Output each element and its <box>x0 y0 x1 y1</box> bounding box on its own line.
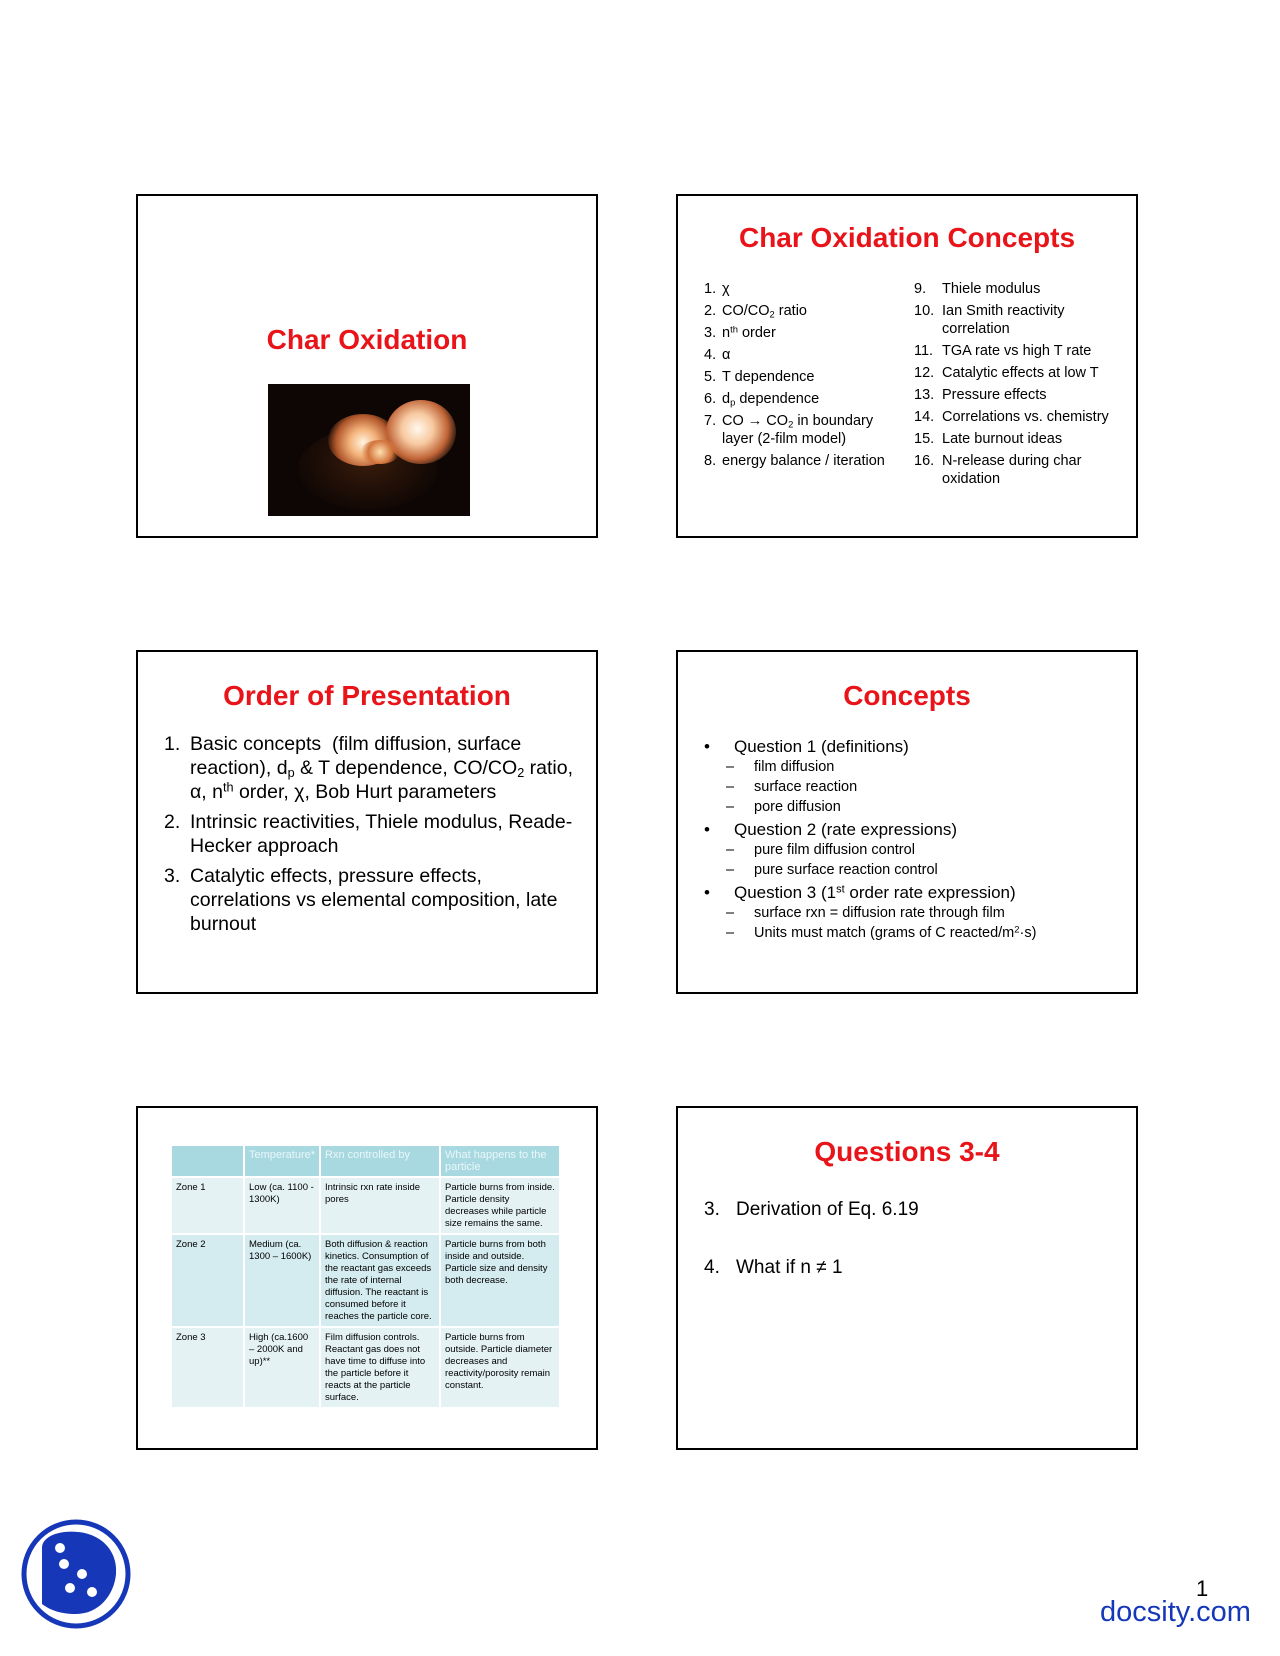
question-item: 3. Derivation of Eq. 6.19 <box>704 1199 919 1220</box>
item-text: α <box>722 347 731 363</box>
burning-char-photo <box>268 384 470 516</box>
item-number: 13. <box>914 387 935 403</box>
list-item <box>704 324 900 342</box>
bullet-text: Question 2 (rate expressions) <box>734 820 957 839</box>
question-item: 4. What if n ≠ 1 <box>704 1257 843 1278</box>
item-number: 8. <box>704 453 717 469</box>
item-number: 9. <box>914 281 927 297</box>
dash-icon: – <box>726 842 735 858</box>
item-number: 11. <box>914 343 934 359</box>
list-item <box>164 864 584 936</box>
bullet-text: Question 1 (definitions) <box>734 737 909 756</box>
table-header-cell: Temperature* <box>244 1146 320 1177</box>
bullet-icon: • <box>704 883 710 902</box>
questions-bullet-list <box>704 734 1124 943</box>
table-cell: Zone 3 <box>172 1327 244 1408</box>
item-text: Ian Smith reactivity correlation <box>942 303 1065 337</box>
table-cell: Particle burns from outside. Particle diameter decreases and reactivity/porosity remain constant. <box>440 1327 560 1408</box>
sub-bullet-text: pure film diffusion control <box>754 842 915 858</box>
table-row <box>172 1234 560 1327</box>
list-item <box>164 732 584 804</box>
item-text: χ <box>722 281 730 297</box>
list-item <box>914 452 1134 488</box>
sub-bullet-text: surface reaction <box>754 779 858 795</box>
slide-concepts-questions <box>676 650 1138 994</box>
item-text: TGA rate vs high T rate <box>942 343 1092 359</box>
list-item <box>164 810 584 858</box>
concepts-list-right <box>914 280 1134 492</box>
list-item <box>914 342 1134 360</box>
page-number: 1 <box>1196 1576 1209 1601</box>
question-bullet <box>704 819 1124 840</box>
dash-icon: – <box>726 779 735 795</box>
combustion-zone-table <box>172 1146 561 1409</box>
table-cell: Medium (ca. 1300 – 1600K) <box>244 1234 320 1327</box>
table-cell: Film diffusion controls. Reactant gas does not have time to diffuse into the particle before it reacts at the particle surface. <box>320 1327 440 1408</box>
slide-concepts-list <box>676 194 1138 538</box>
sub-bullet-text: Units must match (grams of C reacted/$m^2\cdot s$) <box>754 923 1037 941</box>
item-number: 14. <box>914 409 935 425</box>
slide-title <box>136 194 598 538</box>
list-item <box>704 368 900 386</box>
slide-title-text: Char Oxidation Concepts <box>738 222 1076 253</box>
slide-questions-3-4 <box>676 1106 1138 1450</box>
table-cell: Both diffusion & reaction kinetics. Consumption of the reactant gas exceeds the rate of internal diffusion. The reactant is consumed before it reaches the particle core. <box>320 1234 440 1327</box>
item-text: Thiele modulus <box>942 281 1041 297</box>
sub-bullet-text: pore diffusion <box>754 799 841 815</box>
item-text: Pressure effects <box>942 387 1047 403</box>
dash-icon: – <box>726 862 735 878</box>
item-text: Basic concepts (film diffusion, surface reaction), $d_p$ & T dependence, $CO/CO_2$ ratio, α, $n^{th}$ order, χ, Bob Hurt parameters <box>190 733 574 803</box>
item-text: Late burnout ideas <box>942 431 1063 447</box>
item-number: 7. <box>704 413 717 429</box>
item-text: N-release during char oxidation <box>942 453 1082 487</box>
item-text: Catalytic effects, pressure effects, correlations vs elemental composition, late burnout <box>190 865 558 935</box>
table-cell: Particle burns from both inside and outside. Particle size and density both decrease. <box>440 1234 560 1327</box>
sub-bullet <box>704 924 1124 943</box>
slide-order-of-presentation <box>136 650 598 994</box>
sub-bullet <box>704 758 1124 777</box>
list-item <box>704 390 900 408</box>
sub-bullet-text: pure surface reaction control <box>754 862 938 878</box>
docsity-logo-icon[interactable] <box>20 1518 132 1630</box>
question-bullet <box>704 736 1124 757</box>
sub-bullet <box>704 778 1124 797</box>
dash-icon: – <box>726 799 735 815</box>
table-header-row <box>172 1146 560 1177</box>
item-text: Catalytic effects at low T <box>942 365 1099 381</box>
item-number: 2. <box>164 811 181 833</box>
list-item <box>914 280 1134 298</box>
item-text: $CO/CO_2$ ratio <box>722 303 808 320</box>
slide-title-text: Char Oxidation <box>266 324 468 355</box>
sub-bullet <box>704 861 1124 880</box>
item-number: 3. <box>704 325 717 341</box>
slide-title-text: Concepts <box>843 680 971 711</box>
question-bullet <box>704 882 1124 903</box>
item-text: Intrinsic reactivities, Thiele modulus, Reade-Hecker approach <box>190 811 573 857</box>
item-number: 1. <box>164 733 181 755</box>
item-number: 6. <box>704 391 717 407</box>
item-text: energy balance / iteration <box>722 453 885 469</box>
list-item <box>914 302 1134 338</box>
list-item <box>914 386 1134 404</box>
bullet-icon: • <box>704 820 710 839</box>
table-cell: Zone 2 <box>172 1234 244 1327</box>
item-number: 4. <box>704 347 717 363</box>
sub-bullet <box>704 841 1124 860</box>
list-item <box>704 452 900 470</box>
table-row <box>172 1177 560 1234</box>
docsity-brand-link[interactable]: docsity.com <box>1100 1596 1251 1628</box>
item-text: $d_p$ dependence <box>722 391 820 408</box>
item-text: CO → $CO_2$ in boundary layer (2-film model) <box>722 413 874 447</box>
table-cell: Intrinsic rxn rate inside pores <box>320 1177 440 1234</box>
table-header-cell: Rxn controlled by <box>320 1146 440 1177</box>
bullet-icon: • <box>704 737 710 756</box>
list-item <box>704 346 900 364</box>
concepts-list-left <box>704 280 900 474</box>
slide-zone-table <box>136 1106 598 1450</box>
table-cell: Particle burns from inside. Particle density decreases while particle size remains the same. <box>440 1177 560 1234</box>
item-number: 5. <box>704 369 717 385</box>
table-cell: Zone 1 <box>172 1177 244 1234</box>
list-item <box>914 364 1134 382</box>
table-row <box>172 1327 560 1408</box>
item-number: 3. <box>164 865 181 887</box>
item-text: Correlations vs. chemistry <box>942 409 1109 425</box>
dash-icon: – <box>726 759 735 775</box>
dash-icon: – <box>726 905 735 921</box>
sub-bullet-text: film diffusion <box>754 759 835 775</box>
dash-icon: – <box>726 925 735 941</box>
item-number: 16. <box>914 453 935 469</box>
list-item <box>914 408 1134 426</box>
item-text: $n^{th}$ order <box>722 323 776 341</box>
item-number: 12. <box>914 365 935 381</box>
list-item <box>704 412 900 448</box>
item-number: 10. <box>914 303 935 319</box>
item-text: T dependence <box>722 369 815 385</box>
table-cell: High (ca.1600 – 2000K and up)** <box>244 1327 320 1408</box>
sub-bullet <box>704 798 1124 817</box>
sub-bullet <box>704 904 1124 923</box>
list-item <box>914 430 1134 448</box>
table-header-cell <box>172 1146 244 1177</box>
slide-title-text: Order of Presentation <box>223 680 511 711</box>
list-item <box>704 280 900 298</box>
slide-title-text: Questions 3-4 <box>814 1136 1000 1167</box>
list-item <box>704 302 900 320</box>
item-number: 15. <box>914 431 935 447</box>
table-header-cell: What happens to the particle <box>440 1146 560 1177</box>
item-number: 1. <box>704 281 717 297</box>
bullet-text: Question 3 (1st order rate expression) <box>734 883 1016 902</box>
table-cell: Low (ca. 1100 - 1300K) <box>244 1177 320 1234</box>
presentation-order-list <box>164 732 584 942</box>
sub-bullet-text: surface rxn = diffusion rate through film <box>754 905 1005 921</box>
item-number: 2. <box>704 303 717 319</box>
